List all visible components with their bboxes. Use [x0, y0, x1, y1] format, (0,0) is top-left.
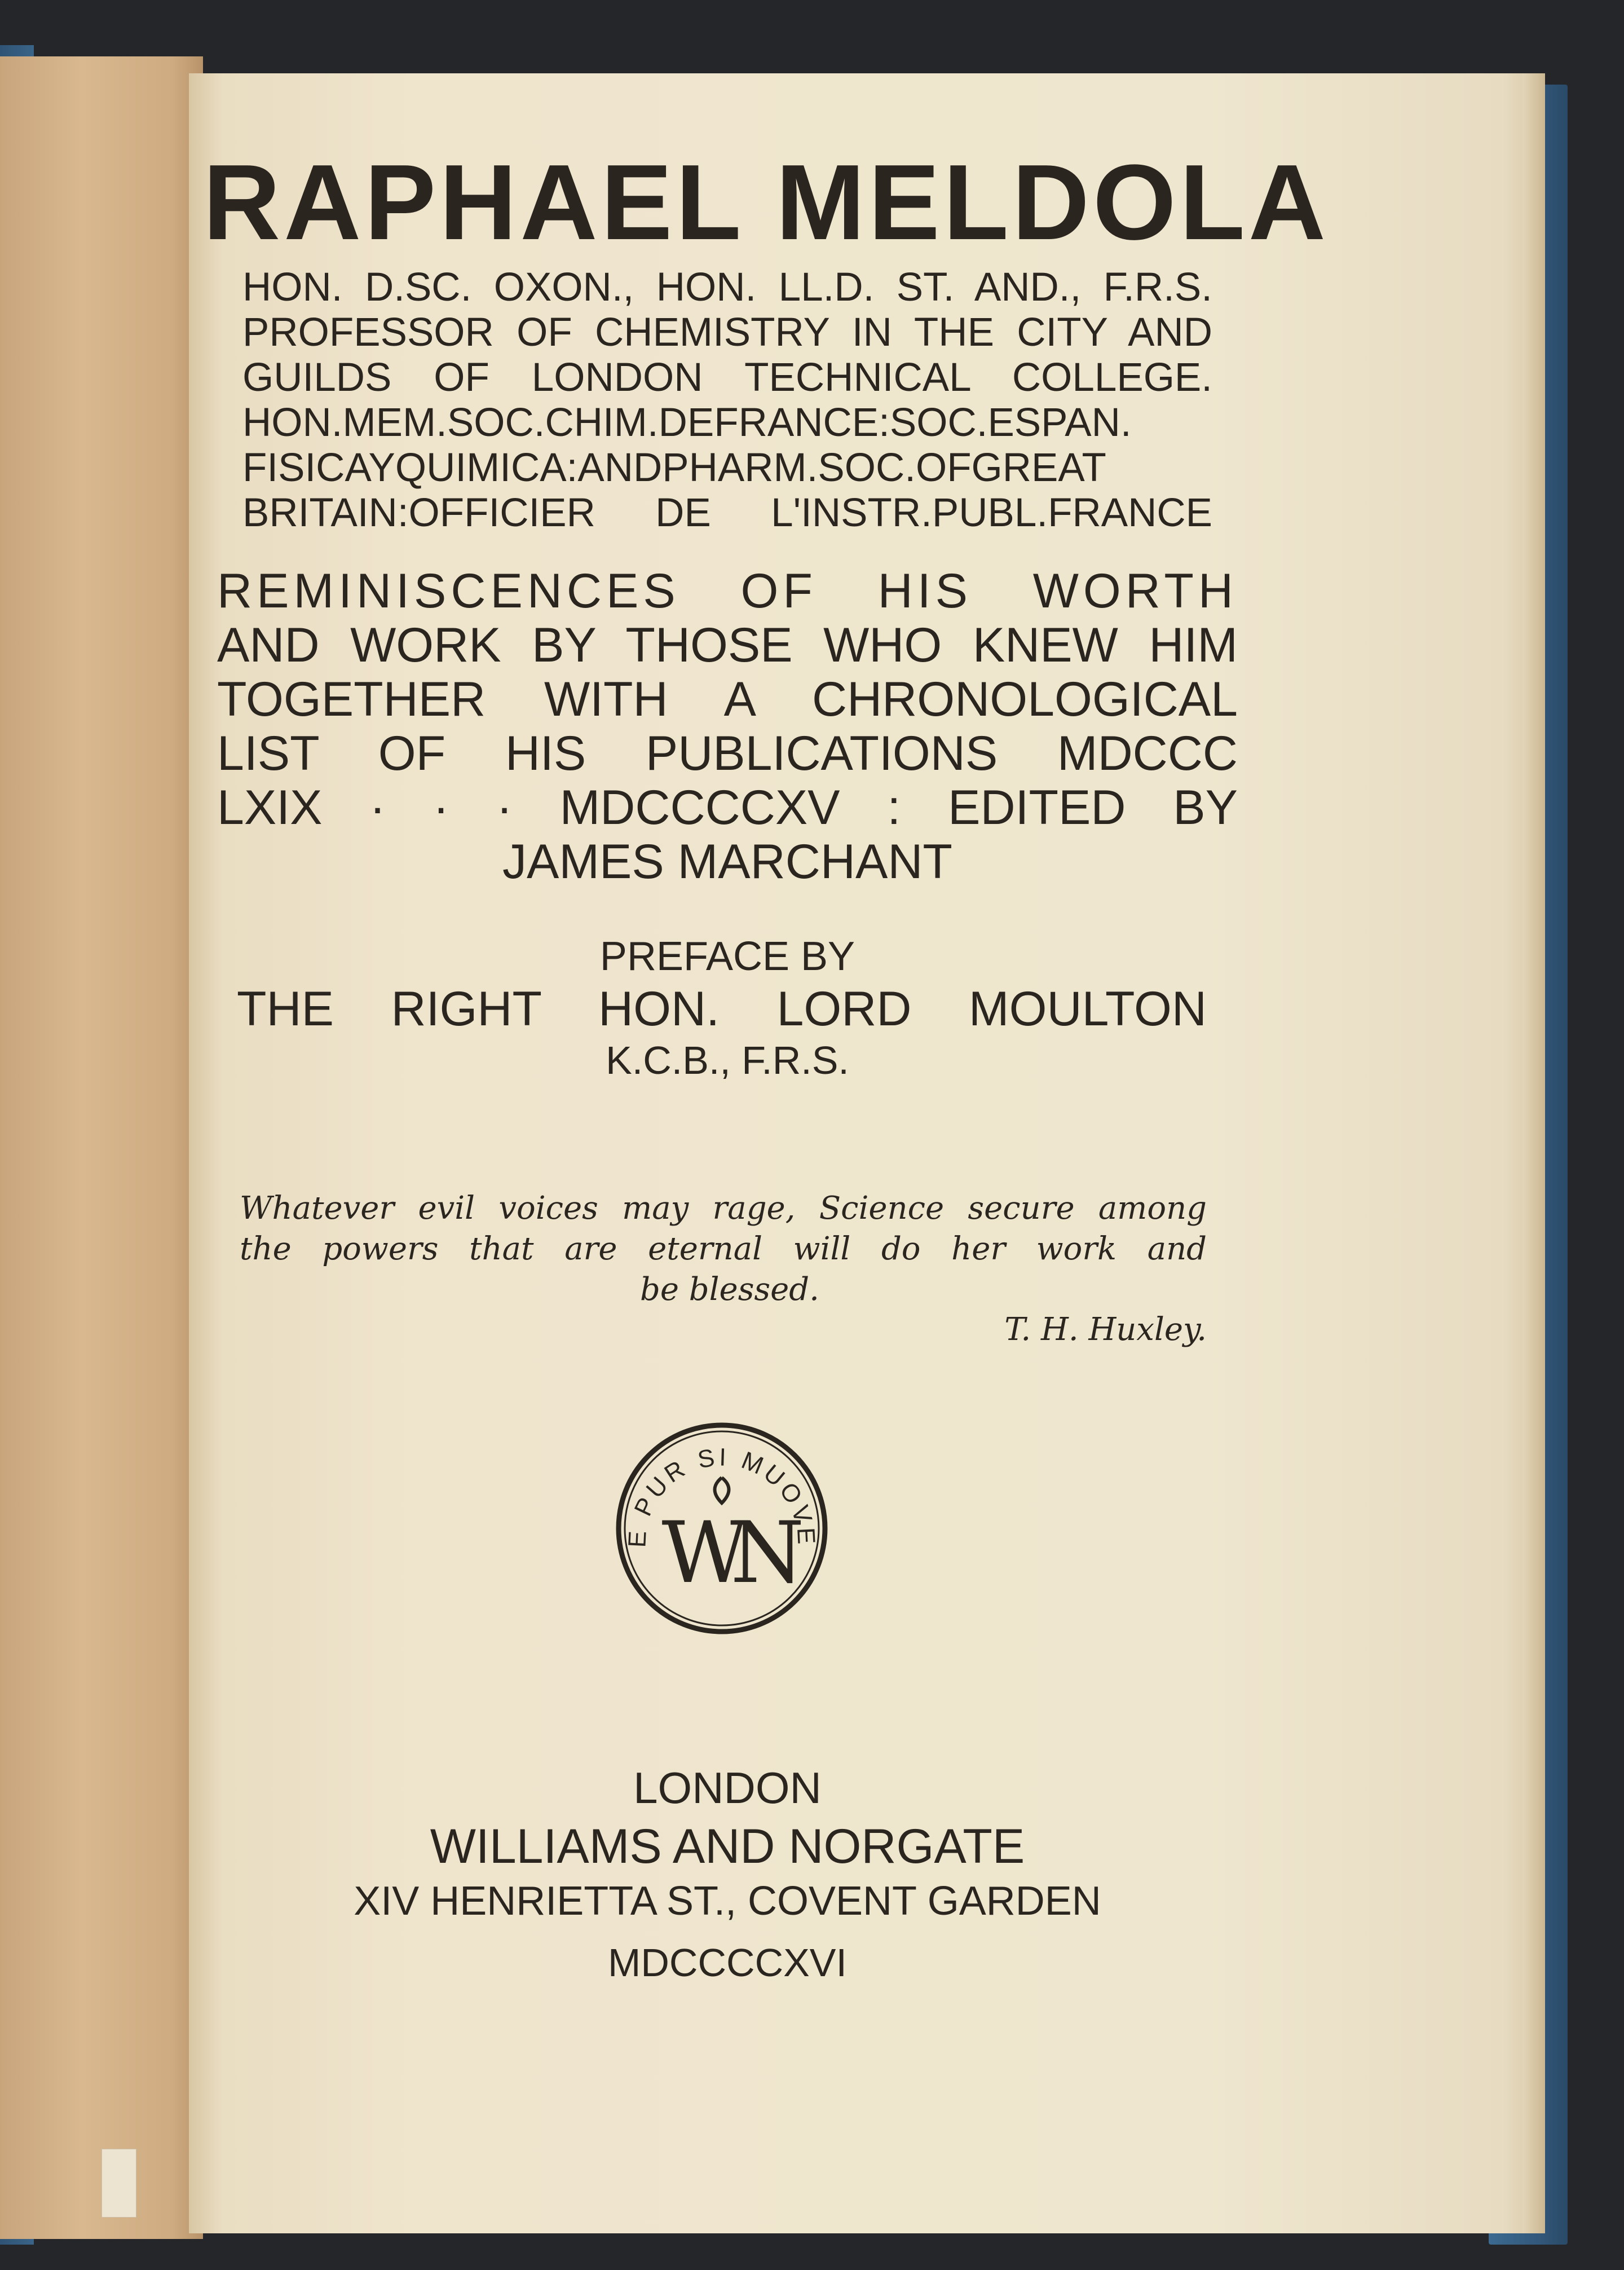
subtitle-line: LXIX · · · MDCCCCXV : EDITED BY: [217, 781, 1238, 835]
imprint-year: MDCCCCXVI: [608, 1941, 847, 1985]
page-edge: [1522, 73, 1545, 2233]
epigraph-line: be blessed.: [640, 1271, 819, 1308]
subtitle-line: TOGETHER WITH A CHRONOLOGICAL: [217, 672, 1238, 726]
preface-name: THE RIGHT HON. LORD MOULTON: [237, 982, 1207, 1036]
subtitle-line: LIST OF HIS PUBLICATIONS MDCCC: [217, 726, 1238, 781]
degrees-line: GUILDS OF LONDON TECHNICAL COLLEGE.: [242, 355, 1212, 400]
degrees-line: HON. D.SC. OXON., HON. LL.D. ST. AND., F.R.S.: [242, 265, 1212, 310]
page-title: RAPHAEL MELDOLA: [203, 143, 1330, 262]
subtitle-line: AND WORK BY THOSE WHO KNEW HIM: [217, 618, 1238, 672]
preface-label: PREFACE BY: [599, 934, 855, 979]
degrees-line: BRITAIN:OFFICIER DE L'INSTR.PUBL.FRANCE: [242, 491, 1212, 535]
preface-honours: K.C.B., F.R.S.: [606, 1038, 849, 1082]
endpaper-tab: [102, 2149, 136, 2218]
publisher-device: [615, 1421, 829, 1636]
imprint-city: LONDON: [633, 1763, 822, 1813]
endpaper: [0, 56, 203, 2239]
imprint-publisher: WILLIAMS AND NORGATE: [430, 1819, 1025, 1874]
epigraph-line: Whatever evil voices may rage, Science secure among: [240, 1190, 1207, 1227]
subtitle-line: JAMES MARCHANT: [502, 835, 952, 889]
subtitle-line: REMINISCENCES OF HIS WORTH: [217, 564, 1238, 618]
degrees-line: PROFESSOR OF CHEMISTRY IN THE CITY AND: [242, 310, 1212, 355]
epigraph-line: the powers that are eternal will do her work and: [240, 1231, 1207, 1267]
degrees-line: HON.MEM.SOC.CHIM.DEFRANCE:SOC.ESPAN.: [242, 400, 1132, 445]
device-monogram: W N: [661, 1504, 782, 1602]
device-motto: E PUR SI MUOVE: [623, 1443, 820, 1549]
imprint-address: XIV HENRIETTA ST., COVENT GARDEN: [354, 1879, 1101, 1924]
degrees-line: FISICAYQUIMICA:ANDPHARM.SOC.OFGREAT: [242, 446, 1106, 490]
epigraph-attribution: T. H. Huxley.: [1004, 1311, 1207, 1348]
